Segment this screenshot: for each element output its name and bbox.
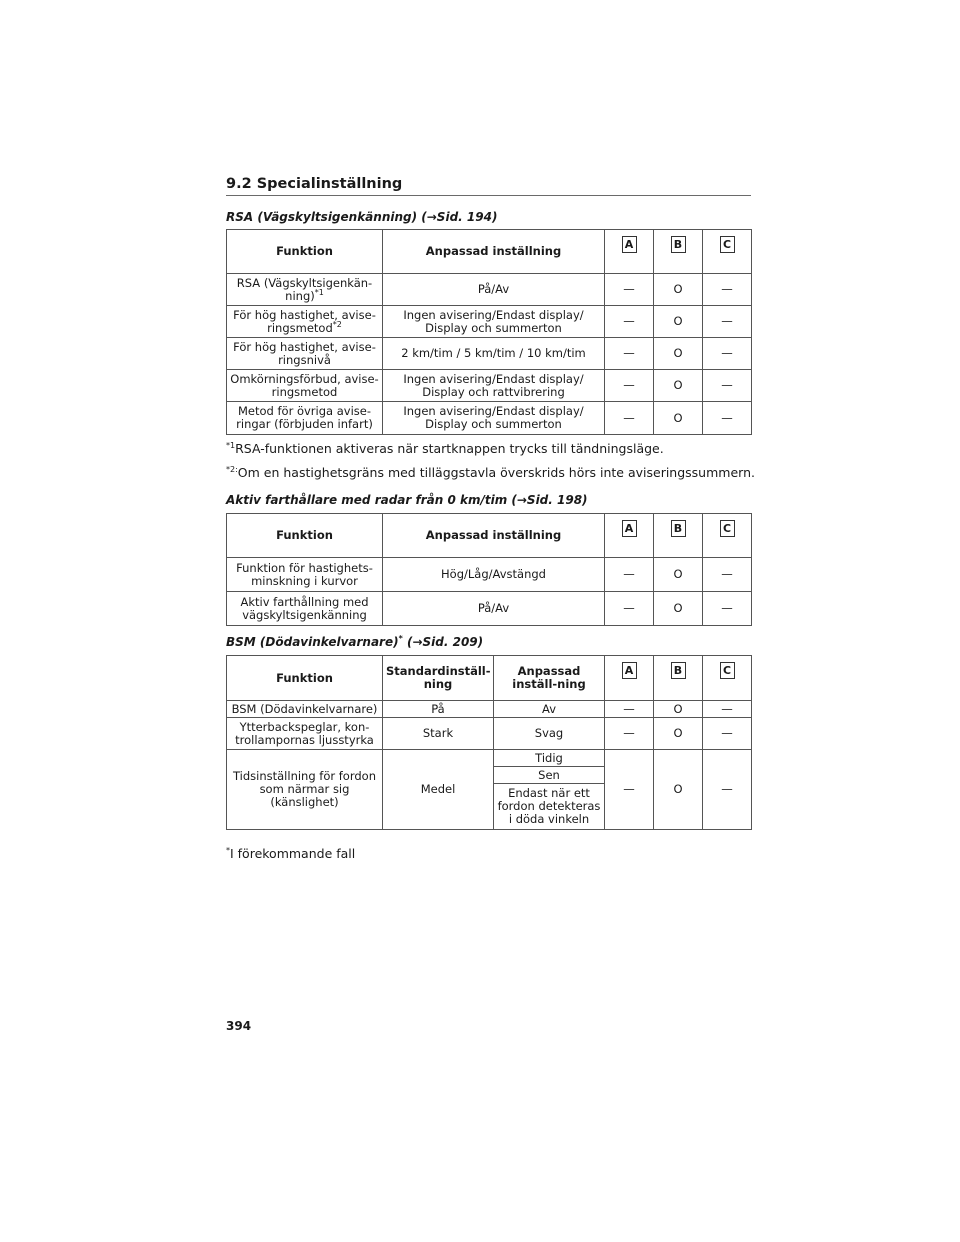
cell-custom: Hög/Låg/Avstängd: [383, 558, 605, 592]
badge-b: B: [671, 662, 686, 679]
cell-custom: 2 km/tim / 5 km/tim / 10 km/tim: [383, 338, 605, 370]
cell-c: —: [703, 701, 752, 718]
footnote-text: Om en hastighetsgräns med tilläggstavla överskrids hörs inte aviseringssummern.: [237, 465, 755, 480]
footnote-mark: *2:: [226, 464, 238, 474]
cell-custom: På/Av: [383, 592, 605, 626]
table-row: [227, 701, 752, 718]
badge-a: A: [622, 236, 637, 253]
cell-c: —: [703, 370, 752, 402]
bsm-heading: [226, 635, 483, 649]
rsa-table: [226, 229, 752, 435]
cell-custom: Ingen avisering/Endast display/ Display och summerton: [383, 402, 605, 435]
bsm-table: [226, 655, 752, 830]
bsm-heading-text: BSM (Dödavinkelvarnare): [226, 635, 399, 649]
cell-b: O: [654, 338, 703, 370]
cell-a: —: [605, 558, 654, 592]
cell-custom: Ingen avisering/Endast display/ Display och rattvibrering: [383, 370, 605, 402]
cell-a: —: [605, 338, 654, 370]
cell-c: —: [703, 558, 752, 592]
rsa-heading: RSA (Vägskyltsigenkänning) (→Sid. 194): [226, 210, 498, 224]
footnote-bsm: [226, 846, 355, 861]
cell-custom: Av: [494, 701, 605, 718]
cell-function: Metod för övriga avise-ringar (förbjuden infart): [227, 402, 383, 435]
cell-a: —: [605, 718, 654, 750]
header-function: Funktion: [227, 230, 383, 274]
acc-table: [226, 513, 752, 626]
cell-a: —: [605, 370, 654, 402]
header-function: Funktion: [227, 656, 383, 701]
cell-function: Tidsinställning för fordon som närmar sig (känslighet): [227, 750, 383, 830]
cell-default: Stark: [383, 718, 494, 750]
footnote-mark: *: [226, 845, 230, 855]
cell-custom: Ingen avisering/Endast display/ Display och summerton: [383, 306, 605, 338]
rsa-header-row: [227, 230, 752, 274]
footnote-mark: *1: [314, 287, 324, 297]
header-function: Funktion: [227, 514, 383, 558]
cell-c: —: [703, 718, 752, 750]
cell-option: Tidig: [494, 750, 605, 767]
cell-b: O: [654, 274, 703, 306]
cell-a: —: [605, 306, 654, 338]
cell-c: —: [703, 338, 752, 370]
table-row: [227, 558, 752, 592]
footnote-mark: *1: [226, 440, 236, 450]
cell-c: —: [703, 274, 752, 306]
header-custom-setting: Anpassad inställning: [383, 514, 605, 558]
cell-function: Funktion för hastighets-minskning i kurvor: [227, 558, 383, 592]
cell-custom: Svag: [494, 718, 605, 750]
cell-option: Sen: [494, 767, 605, 784]
cell-b: O: [654, 592, 703, 626]
acc-header-row: [227, 514, 752, 558]
badge-c: C: [720, 520, 735, 537]
table-row: [227, 306, 752, 338]
bsm-heading-ref: (→Sid. 209): [406, 635, 484, 649]
cell-option: Endast när ett fordon detekteras i döda vinkeln: [494, 784, 605, 830]
footnote-text: I förekommande fall: [230, 846, 356, 861]
cell-c: —: [703, 306, 752, 338]
table-row: [227, 718, 752, 750]
cell-b: O: [654, 750, 703, 830]
cell-a: —: [605, 750, 654, 830]
cell-b: O: [654, 718, 703, 750]
cell-function: Omkörningsförbud, avise-ringsmetod: [227, 370, 383, 402]
section-title: 9.2 Specialinställning: [226, 176, 751, 196]
cell-custom: På/Av: [383, 274, 605, 306]
cell-b: O: [654, 701, 703, 718]
cell-c: —: [703, 750, 752, 830]
cell-function: För hög hastighet, avise-ringsmetod: [233, 307, 376, 335]
cell-function: RSA (Vägskyltsigenkän-ning): [236, 275, 373, 303]
footnote-mark: *: [398, 634, 403, 643]
bsm-header-row: [227, 656, 752, 701]
cell-function: Ytterbackspeglar, kon-trollampornas ljusstyrka: [227, 718, 383, 750]
cell-b: O: [654, 558, 703, 592]
badge-c: C: [720, 236, 735, 253]
badge-c: C: [720, 662, 735, 679]
cell-a: —: [605, 701, 654, 718]
cell-b: O: [654, 402, 703, 435]
page-number: 394: [226, 1019, 252, 1033]
cell-default: Medel: [383, 750, 494, 830]
badge-a: A: [622, 662, 637, 679]
badge-a: A: [622, 520, 637, 537]
table-row: [227, 592, 752, 626]
cell-a: —: [605, 592, 654, 626]
cell-a: —: [605, 402, 654, 435]
cell-function: För hög hastighet, avise-ringsnivå: [227, 338, 383, 370]
header-default-setting: Standardinställ-ning: [383, 656, 494, 701]
cell-function: Aktiv farthållning med vägskyltsigenkänning: [227, 592, 383, 626]
acc-heading: Aktiv farthållare med radar från 0 km/tim (→Sid. 198): [226, 493, 588, 507]
table-row: [227, 370, 752, 402]
header-custom-setting: Anpassad inställning: [383, 230, 605, 274]
table-row: [227, 750, 752, 767]
footnote-2: [226, 465, 755, 480]
cell-default: På: [383, 701, 494, 718]
badge-b: B: [671, 520, 686, 537]
table-row: [227, 274, 752, 306]
badge-b: B: [671, 236, 686, 253]
cell-c: —: [703, 402, 752, 435]
cell-b: O: [654, 370, 703, 402]
header-custom-setting: Anpassad inställ-ning: [494, 656, 605, 701]
footnote-mark: *2: [332, 319, 342, 329]
cell-c: —: [703, 592, 752, 626]
cell-b: O: [654, 306, 703, 338]
table-row: [227, 338, 752, 370]
footnote-1: [226, 441, 664, 456]
cell-a: —: [605, 274, 654, 306]
table-row: [227, 402, 752, 435]
footnote-text: RSA-funktionen aktiveras när startknappen trycks till tändningsläge.: [235, 441, 664, 456]
cell-function: BSM (Dödavinkelvarnare): [227, 701, 383, 718]
